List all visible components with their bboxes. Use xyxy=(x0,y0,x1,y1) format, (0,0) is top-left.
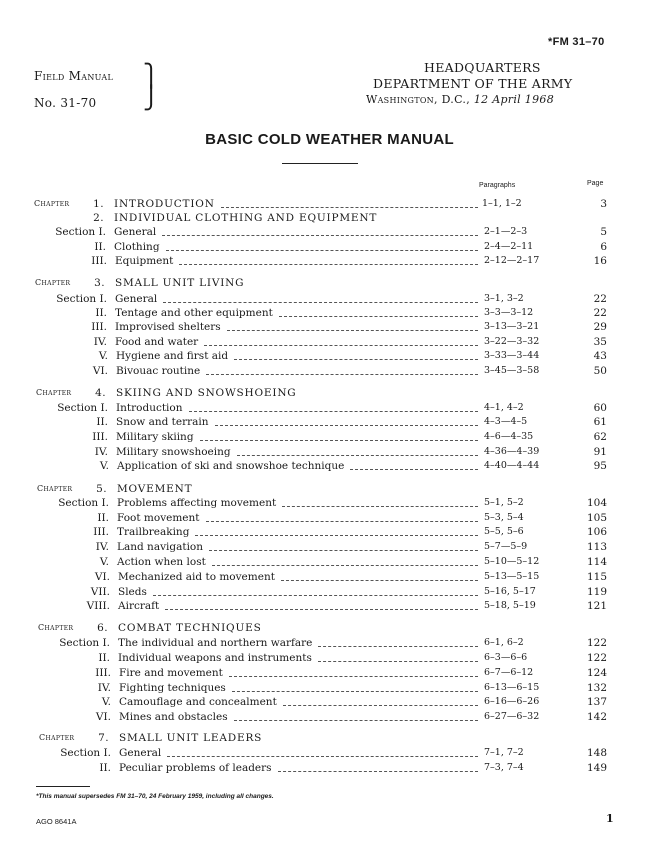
section-title: Mechanized aid to movement xyxy=(118,571,275,583)
dot-leader xyxy=(232,691,478,692)
paragraph-range: 3–22—3–32 xyxy=(484,336,540,347)
section-row xyxy=(0,430,659,444)
dot-leader xyxy=(229,676,478,677)
section-title: Bivouac routine xyxy=(116,365,201,377)
chapter-row xyxy=(0,211,659,225)
section-title: Military skiing xyxy=(116,431,194,443)
section-row xyxy=(0,496,659,510)
page-ref: 60 xyxy=(593,402,607,414)
section-row xyxy=(0,240,659,254)
dot-leader xyxy=(209,550,478,551)
dot-leader xyxy=(163,302,478,303)
paragraph-range: 4–6—4–35 xyxy=(484,431,534,442)
department: DEPARTMENT OF THE ARMY xyxy=(373,76,573,91)
chapter-number: 2. xyxy=(93,212,104,224)
dot-leader xyxy=(237,455,478,456)
chapter-number: 5. xyxy=(96,483,107,495)
chapter-label: Chapter xyxy=(34,199,70,208)
section-row xyxy=(0,710,659,724)
paragraph-range: 4–1, 4–2 xyxy=(484,402,524,413)
page-ref: 114 xyxy=(586,556,607,568)
chapter-row xyxy=(0,482,659,496)
page-ref: 115 xyxy=(586,571,607,583)
paragraph-range: 5–3, 5–4 xyxy=(484,512,524,523)
dot-leader xyxy=(206,521,478,522)
section-title: Application of ski and snowshoe technique xyxy=(117,460,345,472)
chapter-row xyxy=(0,197,659,211)
section-title: Action when lost xyxy=(117,556,206,568)
section-title: Trailbreaking xyxy=(117,526,190,538)
dot-leader xyxy=(350,469,478,470)
page-ref: 6 xyxy=(600,241,607,253)
chapter-title: SMALL UNIT LEADERS xyxy=(119,732,263,744)
section-title: Equipment xyxy=(115,255,174,267)
section-row xyxy=(0,761,659,775)
section-title: Peculiar problems of leaders xyxy=(119,762,272,774)
dot-leader xyxy=(166,250,478,251)
paragraph-range: 7–3, 7–4 xyxy=(484,762,524,773)
dot-leader xyxy=(279,316,478,317)
dot-leader xyxy=(234,359,478,360)
page-ref: 137 xyxy=(586,696,607,708)
section-row xyxy=(0,292,659,306)
chapter-title: COMBAT TECHNIQUES xyxy=(118,622,262,634)
paragraph-range: 2–12—2–17 xyxy=(484,255,540,266)
dot-leader xyxy=(281,580,478,581)
page-number: 1 xyxy=(606,812,614,825)
chapter-row xyxy=(0,621,659,635)
field-manual-label: Field Manual xyxy=(34,69,114,83)
section-row xyxy=(0,401,659,415)
chapter-label: Chapter xyxy=(39,733,75,742)
chapter-title: MOVEMENT xyxy=(117,483,193,495)
section-title: General xyxy=(114,226,157,238)
dot-leader xyxy=(221,207,478,208)
page-ref: 106 xyxy=(586,526,607,538)
dot-leader xyxy=(162,235,478,236)
page-ref: 132 xyxy=(586,682,607,694)
section-label: IV. xyxy=(93,336,107,348)
paragraph-range: 3–45—3–58 xyxy=(484,365,540,376)
page-ref: 5 xyxy=(600,226,607,238)
page-ref: 29 xyxy=(593,321,607,333)
paragraph-range: 6–1, 6–2 xyxy=(484,637,524,648)
section-title: General xyxy=(115,293,158,305)
section-label: II. xyxy=(96,416,108,428)
section-row xyxy=(0,636,659,650)
section-row xyxy=(0,666,659,680)
section-label: III. xyxy=(93,526,109,538)
section-title: Clothing xyxy=(114,241,160,253)
section-label: VI. xyxy=(92,365,108,377)
section-label: VI. xyxy=(94,571,110,583)
section-row xyxy=(0,415,659,429)
section-row xyxy=(0,335,659,349)
paragraph-range: 4–36—4–39 xyxy=(484,446,540,457)
dot-leader xyxy=(278,771,478,772)
paragraph-range: 2–1—2–3 xyxy=(484,226,528,237)
section-title: Military snowshoeing xyxy=(116,446,231,458)
section-label: IV. xyxy=(97,682,111,694)
paragraph-range: 7–1, 7–2 xyxy=(484,747,524,758)
section-label: II. xyxy=(95,307,107,319)
page-ref: 3 xyxy=(600,198,607,210)
dot-leader xyxy=(227,330,478,331)
section-row xyxy=(0,681,659,695)
section-title: The individual and northern warfare xyxy=(118,637,313,649)
section-title: Individual weapons and instruments xyxy=(118,652,312,664)
chapter-title: SKIING AND SNOWSHOEING xyxy=(116,387,297,399)
section-row xyxy=(0,540,659,554)
page-ref: 121 xyxy=(586,600,607,612)
brace-bottom: ⎭ xyxy=(143,86,160,111)
footnote-rule xyxy=(36,786,90,787)
chapter-label: Chapter xyxy=(38,623,74,632)
section-row xyxy=(0,349,659,363)
brace-top: ⎫ xyxy=(143,64,160,89)
section-row xyxy=(0,306,659,320)
col-page: Page xyxy=(587,180,604,187)
paragraph-range: 3–13—3–21 xyxy=(484,321,540,332)
paragraph-range: 5–16, 5–17 xyxy=(484,586,536,597)
section-title: Improvised shelters xyxy=(115,321,221,333)
section-row xyxy=(0,585,659,599)
section-row xyxy=(0,254,659,268)
headquarters: HEADQUARTERS xyxy=(424,60,541,75)
paragraph-range: 5–7—5–9 xyxy=(484,541,528,552)
section-title: Foot movement xyxy=(117,512,200,524)
section-title: Food and water xyxy=(115,336,199,348)
page-title: BASIC COLD WEATHER MANUAL xyxy=(205,131,454,148)
dot-leader xyxy=(200,440,478,441)
dot-leader xyxy=(215,425,478,426)
page-ref: 50 xyxy=(593,365,607,377)
paragraph-range: 6–3—6–6 xyxy=(484,652,528,663)
chapter-title: INTRODUCTION xyxy=(114,198,215,210)
section-row xyxy=(0,570,659,584)
section-label: Section I. xyxy=(56,293,107,305)
page-ref: 148 xyxy=(586,747,607,759)
paragraph-range: 6–7—6–12 xyxy=(484,667,534,678)
paragraph-range: 1–1, 1–2 xyxy=(482,198,522,209)
chapter-label: Chapter xyxy=(36,388,72,397)
paragraph-range: 5–18, 5–19 xyxy=(484,600,536,611)
date: 12 April 1968 xyxy=(473,93,554,106)
page-ref: 22 xyxy=(593,307,607,319)
title-rule xyxy=(282,163,358,164)
dot-leader xyxy=(153,595,478,596)
page-ref: 142 xyxy=(586,711,607,723)
section-label: V. xyxy=(101,696,111,708)
dot-leader xyxy=(167,756,478,757)
page-ref: 124 xyxy=(586,667,607,679)
section-label: V. xyxy=(98,350,108,362)
dot-leader xyxy=(318,646,478,647)
section-title: Aircraft xyxy=(118,600,160,612)
dot-leader xyxy=(212,565,478,566)
section-title: Introduction xyxy=(116,402,183,414)
paragraph-range: 5–1, 5–2 xyxy=(484,497,524,508)
page-ref: 35 xyxy=(593,336,607,348)
section-label: Section I. xyxy=(60,747,111,759)
page-ref: 122 xyxy=(586,652,607,664)
section-label: Section I. xyxy=(58,497,109,509)
section-label: IV. xyxy=(95,541,109,553)
chapter-row xyxy=(0,386,659,400)
dot-leader xyxy=(283,705,478,706)
section-label: VI. xyxy=(95,711,111,723)
section-row xyxy=(0,225,659,239)
place: Washington, D.C., xyxy=(366,93,471,106)
chapter-title: SMALL UNIT LIVING xyxy=(115,277,245,289)
section-label: VII. xyxy=(90,586,110,598)
section-title: Camouflage and concealment xyxy=(119,696,277,708)
section-row xyxy=(0,459,659,473)
section-row xyxy=(0,651,659,665)
section-label: II. xyxy=(99,762,111,774)
dot-leader xyxy=(204,345,478,346)
section-row xyxy=(0,525,659,539)
section-title: Problems affecting movement xyxy=(117,497,277,509)
dot-leader xyxy=(282,506,478,507)
section-label: III. xyxy=(92,431,108,443)
section-title: Tentage and other equipment xyxy=(115,307,273,319)
chapter-title: INDIVIDUAL CLOTHING AND EQUIPMENT xyxy=(114,212,378,224)
paragraph-range: 4–3—4–5 xyxy=(484,416,528,427)
dot-leader xyxy=(234,720,478,721)
section-title: Snow and terrain xyxy=(116,416,209,428)
section-row xyxy=(0,320,659,334)
dot-leader xyxy=(189,411,478,412)
section-title: Mines and obstacles xyxy=(119,711,228,723)
page-ref: 149 xyxy=(586,762,607,774)
section-label: III. xyxy=(91,321,107,333)
page-ref: 95 xyxy=(593,460,607,472)
dot-leader xyxy=(165,609,478,610)
chapter-number: 3. xyxy=(94,277,105,289)
paragraph-range: 3–33—3–44 xyxy=(484,350,540,361)
chapter-row xyxy=(0,731,659,745)
paragraph-range: 2–4—2–11 xyxy=(484,241,534,252)
page-ref: 61 xyxy=(593,416,607,428)
dot-leader xyxy=(179,264,478,265)
chapter-number: 4. xyxy=(95,387,106,399)
section-title: Fighting techniques xyxy=(119,682,226,694)
section-title: Fire and movement xyxy=(119,667,223,679)
section-label: V. xyxy=(99,556,109,568)
section-row xyxy=(0,695,659,709)
chapter-label: Chapter xyxy=(35,278,71,287)
chapter-label: Chapter xyxy=(37,484,73,493)
page-ref: 122 xyxy=(586,637,607,649)
page-ref: 62 xyxy=(593,431,607,443)
section-row xyxy=(0,511,659,525)
chapter-number: 7. xyxy=(98,732,109,744)
section-label: II. xyxy=(94,241,106,253)
page-ref: 16 xyxy=(593,255,607,267)
page-ref: 113 xyxy=(586,541,607,553)
section-row xyxy=(0,445,659,459)
section-label: III. xyxy=(95,667,111,679)
section-row xyxy=(0,746,659,760)
paragraph-range: 3–3—3–12 xyxy=(484,307,534,318)
page-ref: 43 xyxy=(593,350,607,362)
section-title: General xyxy=(119,747,162,759)
section-row xyxy=(0,364,659,378)
paragraph-range: 4–40—4–44 xyxy=(484,460,540,471)
paragraph-range: 5–13—5–15 xyxy=(484,571,540,582)
fm-code: *FM 31–70 xyxy=(548,36,605,48)
section-label: Section I. xyxy=(59,637,110,649)
paragraph-range: 6–27—6–32 xyxy=(484,711,540,722)
section-row xyxy=(0,599,659,613)
chapter-row xyxy=(0,276,659,290)
section-title: Sleds xyxy=(118,586,147,598)
ago-number: AGO 8641A xyxy=(36,817,77,826)
section-label: IV. xyxy=(94,446,108,458)
section-label: II. xyxy=(97,512,109,524)
dot-leader xyxy=(318,661,478,662)
page-ref: 22 xyxy=(593,293,607,305)
section-label: VIII. xyxy=(86,600,110,612)
dot-leader xyxy=(195,535,478,536)
paragraph-range: 6–16—6–26 xyxy=(484,696,540,707)
page-ref: 105 xyxy=(586,512,607,524)
manual-number: No. 31-70 xyxy=(34,96,97,110)
dot-leader xyxy=(206,374,478,375)
section-label: II. xyxy=(98,652,110,664)
section-label: III. xyxy=(91,255,107,267)
page-ref: 119 xyxy=(586,586,607,598)
section-label: Section I. xyxy=(55,226,106,238)
section-label: Section I. xyxy=(57,402,108,414)
page-ref: 104 xyxy=(586,497,607,509)
section-title: Land navigation xyxy=(117,541,204,553)
paragraph-range: 6–13—6–15 xyxy=(484,682,540,693)
chapter-number: 1. xyxy=(93,198,104,210)
section-label: V. xyxy=(99,460,109,472)
paragraph-range: 5–10—5–12 xyxy=(484,556,540,567)
section-title: Hygiene and first aid xyxy=(116,350,229,362)
page-ref: 91 xyxy=(593,446,607,458)
paragraph-range: 3–1, 3–2 xyxy=(484,293,524,304)
chapter-number: 6. xyxy=(97,622,108,634)
paragraph-range: 5–5, 5–6 xyxy=(484,526,524,537)
footnote: *This manual supersedes FM 31–70, 24 February 1959, including all changes. xyxy=(36,793,274,800)
col-paragraphs: Paragraphs xyxy=(479,182,516,189)
section-row xyxy=(0,555,659,569)
